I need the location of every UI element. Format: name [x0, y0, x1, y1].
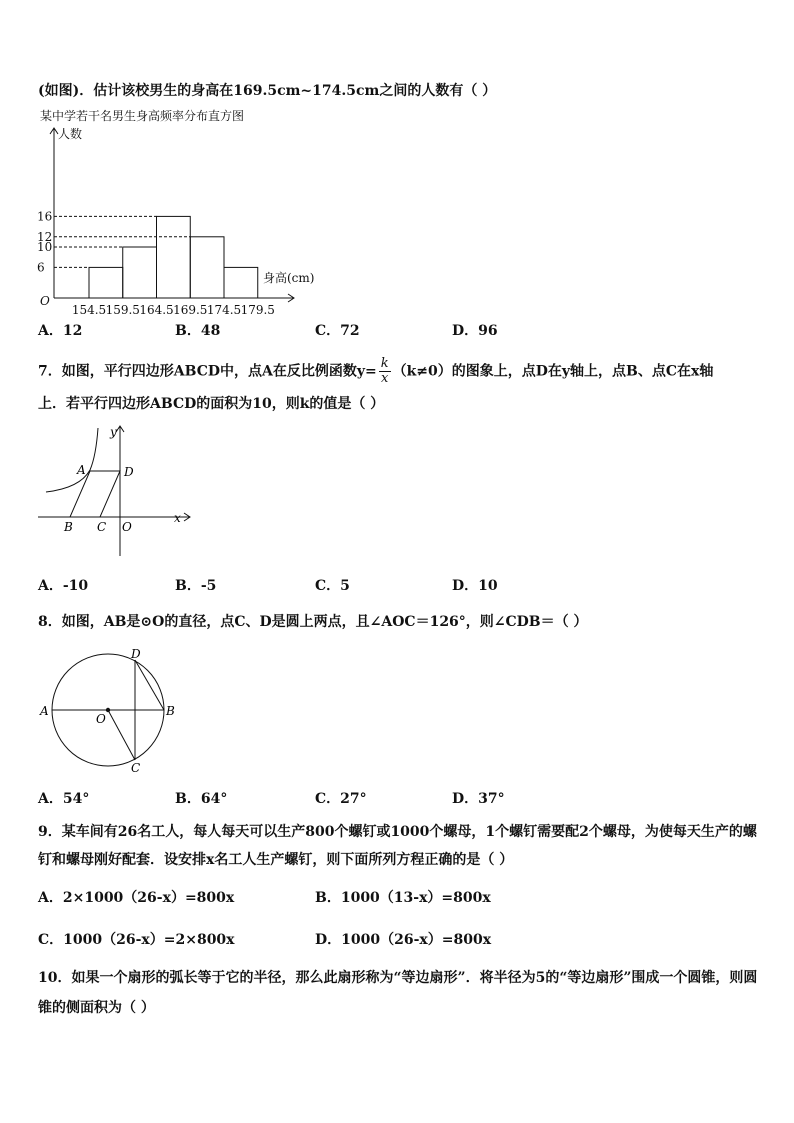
q9-stem-line1: 9．某车间有26名工人，每人每天可以生产800个螺钉或1000个螺母，1个螺钉需要配2个螺母，为使每天生产的螺 — [38, 824, 757, 840]
q7-label-a: A — [77, 463, 86, 477]
histogram-bar — [89, 267, 123, 298]
q7-option-c[interactable]: C．5 — [315, 578, 350, 594]
q9-option-d[interactable]: D．1000（26-x）=800x — [315, 932, 492, 948]
x-tick-label: 169.5 — [173, 303, 208, 314]
chart-title: 某中学若干名男生身高频率分布直方图 — [40, 109, 245, 123]
origin-label: O — [40, 294, 50, 308]
x-tick-label: 164.5 — [139, 303, 174, 314]
histogram-bar — [190, 237, 224, 298]
q7-figure — [32, 422, 202, 562]
q9-option-a[interactable]: A．2×1000（26-x）=800x — [38, 890, 235, 906]
q8-stem: 8．如图，AB是⊙O的直径，点C、D是圆上两点，且∠AOC＝126°，则∠CDB＝（ ） — [38, 614, 588, 630]
y-tick-label: 6 — [37, 260, 45, 275]
q7-option-d[interactable]: D．10 — [452, 578, 498, 594]
q8-label-b: B — [166, 704, 175, 718]
q7-label-x: x — [174, 511, 181, 525]
q8-option-b[interactable]: B．64° — [175, 791, 228, 807]
x-tick-label: 159.5 — [105, 303, 140, 314]
q7-label-d: D — [124, 465, 134, 479]
q8-option-a[interactable]: A．54° — [38, 791, 90, 807]
q7-stem-line2: 上．若平行四边形ABCD的面积为10，则k的值是（ ） — [38, 396, 385, 412]
q7-label-c: C — [97, 520, 107, 534]
y-tick-label: 16 — [37, 209, 53, 224]
q8-label-c: C — [131, 761, 141, 775]
q7-label-o: O — [122, 520, 132, 534]
q7-stem-part2: （k≠0）的图象上，点D在y轴上，点B、点C在x轴 — [392, 363, 714, 380]
q9-option-b[interactable]: B．1000（13-x）=800x — [315, 890, 491, 906]
q8-option-d[interactable]: D．37° — [452, 791, 505, 807]
y-tick-label: 10 — [37, 240, 53, 254]
q7-stem-line1 — [38, 357, 713, 386]
q7-label-y: y — [110, 425, 117, 439]
q6-option-d[interactable]: D．96 — [452, 323, 498, 339]
q7-label-b: B — [64, 520, 73, 534]
y-tick-label: 12 — [37, 229, 53, 244]
x-tick-label: 174.5 — [206, 303, 242, 314]
histogram-bar — [123, 247, 157, 298]
y-axis-label: 人数 — [58, 127, 83, 141]
q8-label-a: A — [40, 704, 49, 718]
q6-stem: (如图)．估计该校男生的身高在169.5cm~174.5cm之间的人数有（ ） — [38, 83, 497, 99]
q10-stem-line1: 10．如果一个扇形的弧长等于它的半径，那么此扇形称为“等边扇形”．将半径为5的“等边扇形”围成一个圆锥，则圆 — [38, 970, 758, 986]
x-axis-label: 身高(cm) — [263, 271, 315, 285]
fraction-denominator: x — [380, 371, 389, 386]
histogram-bar — [224, 267, 258, 298]
histogram-chart — [32, 104, 392, 314]
x-tick-label: 154.5 — [71, 303, 107, 314]
fraction-k-over-x — [379, 357, 391, 386]
q7-stem-part1: 7．如图，平行四边形ABCD中，点A在反比例函数y= — [38, 363, 377, 380]
histogram-bar — [157, 216, 191, 298]
fraction-numerator: k — [380, 356, 389, 371]
q8-label-o: O — [96, 712, 106, 726]
q6-option-a[interactable]: A．12 — [38, 323, 83, 339]
q8-figure — [36, 646, 196, 776]
q6-option-c[interactable]: C．72 — [315, 323, 360, 339]
q9-stem-line2: 钉和螺母刚好配套．设安排x名工人生产螺钉，则下面所列方程正确的是（ ） — [38, 852, 514, 868]
q7-option-b[interactable]: B．-5 — [175, 578, 217, 594]
q10-stem-line2: 锥的侧面积为（ ） — [38, 1000, 155, 1016]
q6-option-b[interactable]: B．48 — [175, 323, 221, 339]
q7-option-a[interactable]: A．-10 — [38, 578, 89, 594]
q8-label-d: D — [131, 647, 141, 661]
q8-option-c[interactable]: C．27° — [315, 791, 367, 807]
x-tick-label: 179.5 — [240, 303, 275, 314]
q9-option-c[interactable]: C．1000（26-x）=2×800x — [38, 932, 235, 948]
